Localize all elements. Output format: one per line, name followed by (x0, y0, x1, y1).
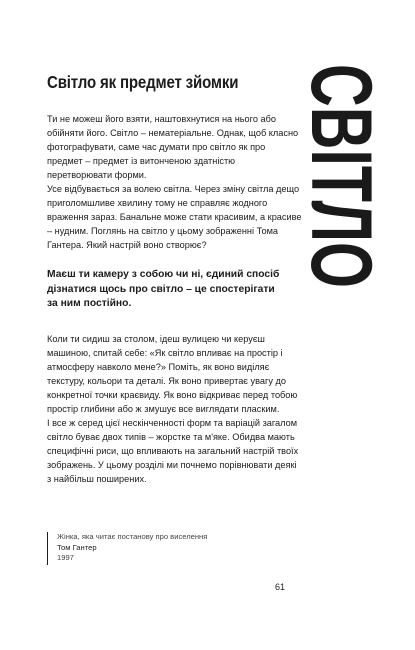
caption-year: 1997 (57, 553, 74, 563)
chapter-title-text: СВІТЛО (293, 64, 389, 390)
paragraph-1: Ти не можеш його взяти, наштовхнутися на нього або обійняти його. Світло – нематеріальне. Однак, щоб класно фотографувати, саме час думати про світло як про предмет – предмет із витонченою здатністю перетворювати форми. (47, 114, 299, 180)
caption-title: Жінка, яка читає постанову про виселення (57, 532, 208, 541)
photo-caption (47, 532, 207, 565)
pull-quote: Маєш ти камеру з собою чи ні, єдиний спосіб дізнатися щось про світло – це спостерігати за ним постійно. (47, 269, 280, 310)
paragraph-2: Усе відбувається за волею світла. Через зміну світла дещо приголомшливе хвилину тому не справляє жодного враження зараз. Банальне може стати красивим, а красиве – нудним. Поглянь на світло у цьому зображенні Тома Гантера. Який настрій воно створює? (47, 184, 302, 250)
paragraph-3: Коли ти сидиш за столом, ідеш вулицею чи керуєш машиною, спитай себе: «Як світло впливає на простір і атмосферу навколо мене?» Поміть, як воно виділяє текстуру, кольори та деталі. Як воно привертає увагу до конкретної точки краєвиду. Як воно відкриває перед тобою простір глибини або ж змушує все виглядати пласким. (47, 334, 298, 414)
paragraph-4: І все ж серед цієї нескінченності форм та варіацій загалом світло буває двох типів – жорстке та м'яке. Обидва мають специфічні риси, що впливають на загальний настрій твоїх зображень. У цьому розділі ми почнемо порівнювати деякі з найбільш поширених. (47, 418, 299, 484)
chapter-title-vertical (293, 64, 389, 390)
caption-author: Том Гантер (57, 542, 97, 552)
section-heading: Світло як предмет зйомки (47, 72, 239, 92)
page-number: 61 (275, 582, 286, 592)
chapter-title-svg (293, 64, 389, 390)
